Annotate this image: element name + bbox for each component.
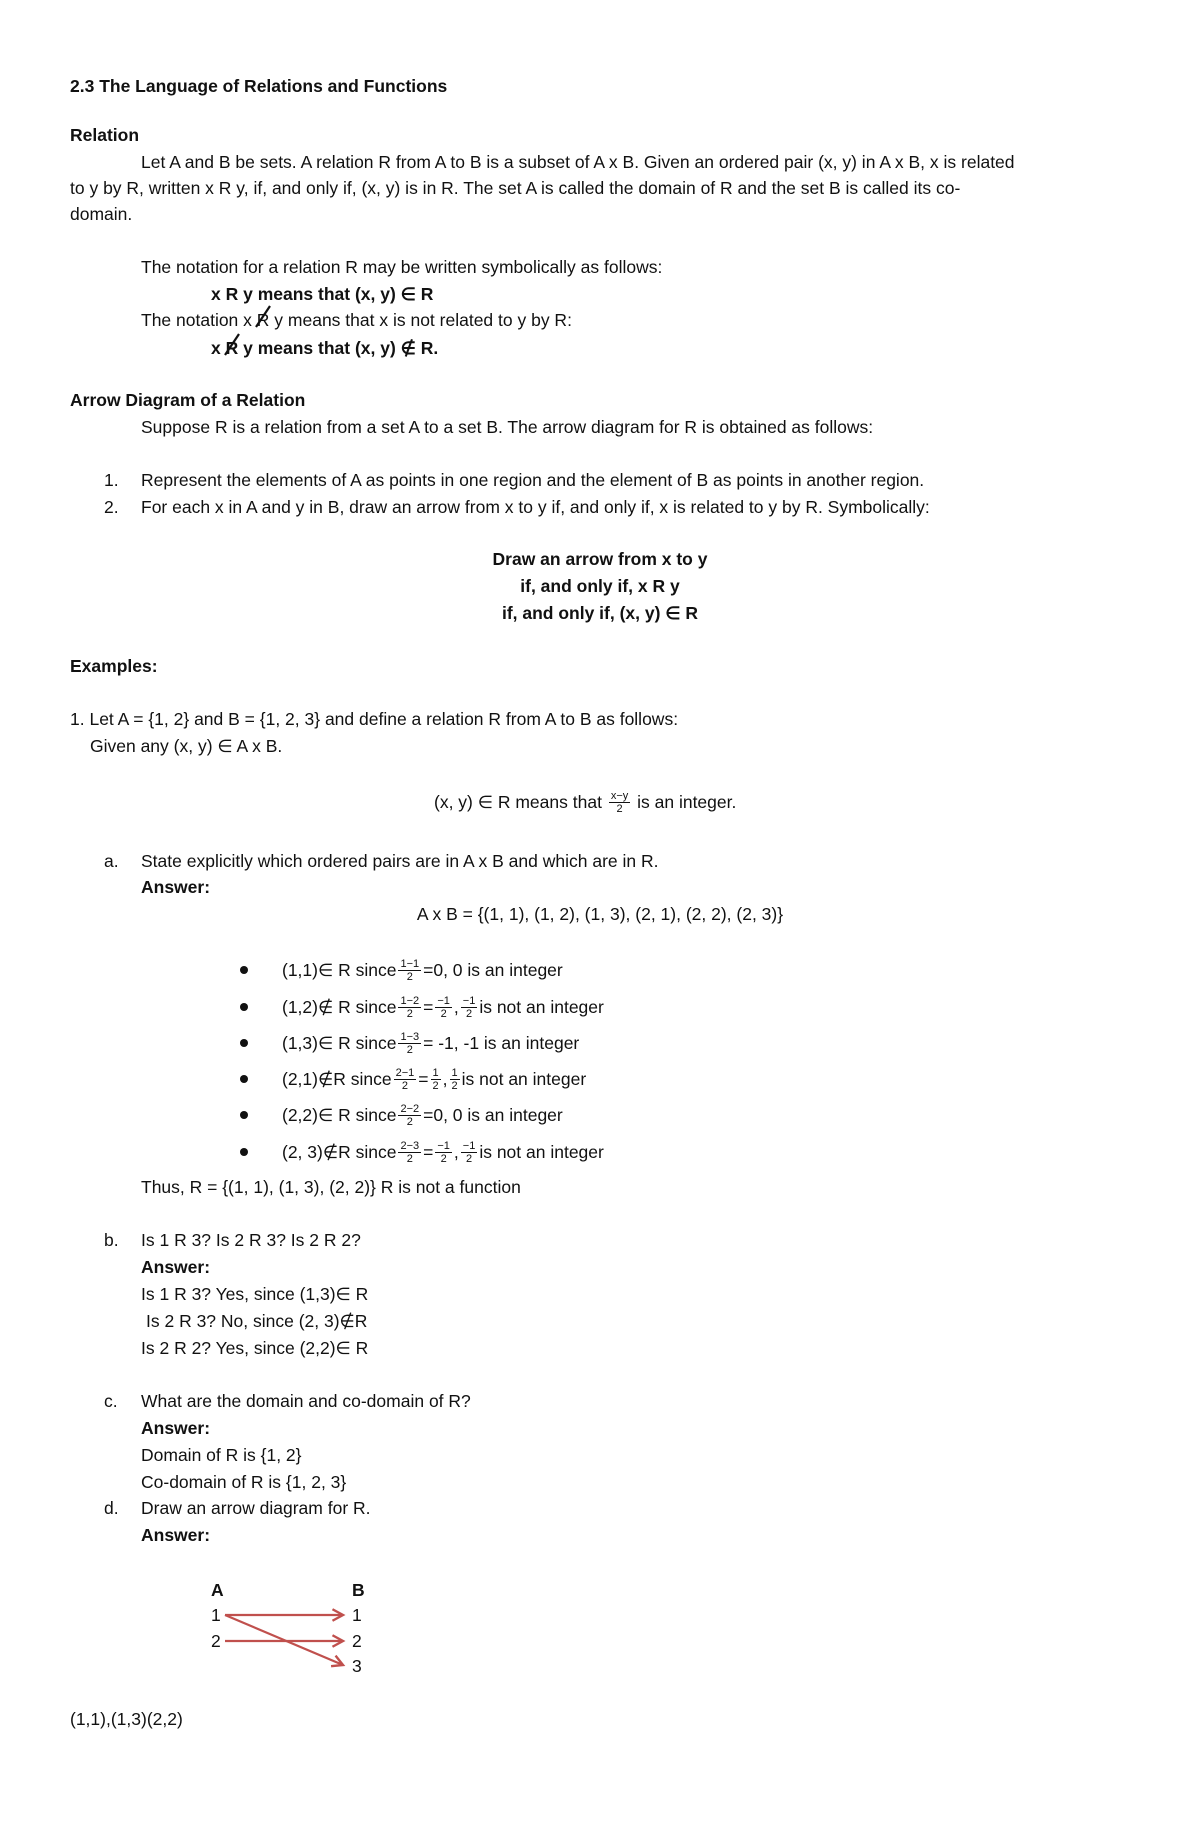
- set-b-element-1: 1: [352, 1605, 362, 1625]
- pair-check-text: (2,2)∈ R since: [282, 1105, 397, 1126]
- notation-formula: x R y means that (x, y) ∈ R: [211, 284, 434, 304]
- arrow-group: [225, 1609, 343, 1666]
- arrow-diagram-heading: Arrow Diagram of a Relation: [70, 390, 306, 410]
- part-d-question: Draw an arrow diagram for R.: [141, 1498, 371, 1518]
- part-b-label: b.: [104, 1230, 119, 1250]
- fraction-numerator: 1: [451, 1067, 458, 1079]
- notation-intro: The notation for a relation R may be written symbolically as follows:: [141, 257, 663, 277]
- relation-definition-line-1: Let A and B be sets. A relation R from A to B is a subset of A x B. Given an ordered pair (x, y) in A x B, x is related: [141, 152, 1015, 172]
- slash-icon: [222, 331, 242, 359]
- domain-answer: Domain of R is {1, 2}: [141, 1445, 302, 1465]
- pair-check-text: (1,1)∈ R since: [282, 960, 397, 981]
- fraction-numerator: 1−1: [400, 958, 420, 970]
- pair-check-result: is not an integer: [461, 1069, 587, 1090]
- fraction-denominator: 2: [440, 1008, 447, 1020]
- part-b-question: Is 1 R 3? Is 2 R 3? Is 2 R 2?: [141, 1230, 361, 1250]
- not-related-formula-start: x: [211, 338, 221, 358]
- pair-check-6: (2, 3)∉R since $\frac{2-3}{2}$ = $\frac{-1}{2}$ , $\frac{-1}{2}$ is not an integer: [282, 1140, 604, 1165]
- part-b-answer-2: Is 2 R 3? No, since (2, 3)∉R: [146, 1311, 368, 1331]
- fraction: [450, 1067, 460, 1092]
- pair-check-result: is not an integer: [479, 1142, 604, 1163]
- fraction: [431, 1067, 441, 1092]
- fraction: [435, 1140, 452, 1165]
- fraction-denominator: 2: [406, 1008, 413, 1020]
- not-related-symbol: R: [257, 309, 270, 331]
- part-a-answer-label: Answer:: [141, 877, 211, 897]
- not-related-formula-symbol: R: [226, 337, 239, 359]
- fraction: [398, 958, 421, 983]
- fraction-denominator: 2: [406, 1153, 413, 1165]
- pair-check-text: (1,2)∉ R since: [282, 997, 397, 1018]
- pair-check-3: [282, 1032, 579, 1057]
- part-c-question: What are the domain and co-domain of R?: [141, 1391, 471, 1411]
- arrow-diagram-intro: Suppose R is a relation from a set A to a set B. The arrow diagram for R is obtained as follows:: [141, 417, 874, 437]
- fraction: [461, 1140, 478, 1165]
- part-d-label: d.: [104, 1498, 119, 1518]
- bullet-icon: [240, 1075, 248, 1083]
- part-b-answer-label: Answer:: [141, 1257, 211, 1277]
- fraction: [398, 1103, 421, 1128]
- fraction-numerator: −1: [462, 1140, 476, 1152]
- fraction: [394, 1067, 417, 1092]
- not-related-intro-start: The notation x: [141, 310, 252, 330]
- pair-check-4: (2,1)∉R since $\frac{2-1}{2}$ = $\frac{1}{2}$ , $\frac{1}{2}$ is not an integer: [282, 1067, 587, 1092]
- pair-check-result: =0, 0 is an integer: [423, 1105, 563, 1126]
- codomain-answer: Co-domain of R is {1, 2, 3}: [141, 1472, 347, 1492]
- relation-arrows: [200, 1575, 360, 1685]
- fraction-numerator: 1−3: [400, 1031, 420, 1043]
- slash-icon: [253, 303, 273, 331]
- part-a-question: State explicitly which ordered pairs are in A x B and which are in R.: [141, 851, 659, 871]
- fraction-numerator: 2−1: [395, 1067, 415, 1079]
- example-1-line-2: Given any (x, y) ∈ A x B.: [90, 736, 283, 756]
- set-b-element-3: 3: [352, 1656, 362, 1676]
- fraction: [461, 995, 478, 1020]
- pair-check-1: [282, 959, 563, 984]
- part-a-conclusion: Thus, R = {(1, 1), (1, 3), (2, 2)} R is not a function: [141, 1177, 521, 1197]
- fraction-denominator: 2: [406, 1044, 413, 1056]
- set-a-element-1: 1: [211, 1605, 221, 1625]
- bullet-icon: [240, 1148, 248, 1156]
- part-b-answer-3: Is 2 R 2? Yes, since (2,2)∈ R: [141, 1338, 369, 1358]
- fraction-denominator: 2: [440, 1153, 447, 1165]
- bullet-icon: [240, 1111, 248, 1119]
- fraction-numerator: 2−3: [400, 1140, 420, 1152]
- fraction-denominator: 2: [401, 1080, 408, 1092]
- step-text-2: For each x in A and y in B, draw an arrow from x to y if, and only if, x is related to y by R. Symbolically:: [141, 497, 930, 517]
- part-c-answer-label: Answer:: [141, 1418, 211, 1438]
- relation-definition-line-3: domain.: [70, 204, 133, 224]
- fraction-denominator: 2: [406, 971, 413, 983]
- fraction-numerator: −1: [462, 995, 476, 1007]
- pair-check-result: =0, 0 is an integer: [423, 960, 563, 981]
- cartesian-product: A x B = {(1, 1), (1, 2), (1, 3), (2, 1), (2, 2), (2, 3)}: [416, 904, 784, 924]
- fraction: [398, 1140, 421, 1165]
- fraction-numerator: 2−2: [400, 1103, 420, 1115]
- rule-line-3: if, and only if, (x, y) ∈ R: [501, 603, 699, 623]
- fraction-denominator: 2: [465, 1153, 473, 1165]
- not-related-intro: [141, 309, 572, 331]
- fraction: [398, 995, 421, 1020]
- pair-check-5: [282, 1104, 563, 1129]
- pair-check-result: = -1, -1 is an integer: [423, 1033, 580, 1054]
- set-b-label: B: [352, 1580, 365, 1600]
- relation-condition: [434, 791, 736, 816]
- section-title: 2.3 The Language of Relations and Functions: [70, 76, 448, 96]
- part-b-answer-1: Is 1 R 3? Yes, since (1,3)∈ R: [141, 1284, 369, 1304]
- set-b-element-2: 2: [352, 1631, 362, 1651]
- fraction: [435, 995, 452, 1020]
- step-number-2: 2.: [104, 497, 119, 517]
- rule-line-1: Draw an arrow from x to y: [492, 549, 708, 569]
- relation-definition-line-2: to y by R, written x R y, if, and only if, (x, y) is in R. The set A is called the domain of R and the set B is called its co-: [70, 178, 961, 198]
- fraction-denominator: 2: [451, 1080, 458, 1092]
- set-a-element-2: 2: [211, 1631, 221, 1651]
- fraction-denominator: 2: [406, 1116, 413, 1128]
- fraction: [398, 1031, 421, 1056]
- pair-check-text: (2,1)∉R since: [282, 1069, 392, 1090]
- bullet-icon: [240, 1003, 248, 1011]
- condition-fraction: [609, 790, 630, 815]
- not-related-formula: [211, 337, 438, 359]
- fraction-numerator: x−y: [610, 790, 629, 802]
- pair-check-2: (1,2)∉ R since $\frac{1-2}{2}$ = $\frac{-1}{2}$ , $\frac{-1}{2}$ is not an integer: [282, 995, 604, 1020]
- relation-condition-end: is an integer.: [637, 792, 737, 813]
- bullet-icon: [240, 1039, 248, 1047]
- set-a-label: A: [211, 1580, 224, 1600]
- pair-check-text: (2, 3)∉R since: [282, 1142, 397, 1163]
- example-1-line-1: 1. Let A = {1, 2} and B = {1, 2, 3} and define a relation R from A to B as follows:: [70, 709, 679, 729]
- bullet-icon: [240, 966, 248, 974]
- relation-condition-start: (x, y) ∈ R means that: [434, 792, 602, 813]
- step-number-1: 1.: [104, 470, 119, 490]
- pair-check-result: is not an integer: [479, 997, 604, 1018]
- part-d-answer-label: Answer:: [141, 1525, 211, 1545]
- fraction-denominator: 2: [432, 1080, 439, 1092]
- fraction-numerator: 1−2: [400, 995, 420, 1007]
- part-c-label: c.: [104, 1391, 118, 1411]
- fraction-numerator: −1: [437, 1140, 450, 1152]
- part-a-label: a.: [104, 851, 119, 871]
- not-related-formula-end: y means that (x, y) ∉ R.: [243, 338, 439, 358]
- pair-check-text: (1,3)∈ R since: [282, 1033, 397, 1054]
- examples-heading: Examples:: [70, 656, 158, 676]
- fraction-denominator: 2: [465, 1008, 473, 1020]
- fraction-numerator: 1: [432, 1067, 439, 1079]
- relation-heading: Relation: [70, 125, 140, 145]
- not-related-intro-end: y means that x is not related to y by R:: [274, 310, 572, 330]
- relation-pairs-footer: (1,1),(1,3)(2,2): [70, 1709, 183, 1729]
- fraction-numerator: −1: [437, 995, 450, 1007]
- fraction-denominator: 2: [616, 803, 623, 815]
- rule-line-2: if, and only if, x R y: [520, 576, 680, 596]
- step-text-1: Represent the elements of A as points in one region and the element of B as points in another region.: [141, 470, 925, 490]
